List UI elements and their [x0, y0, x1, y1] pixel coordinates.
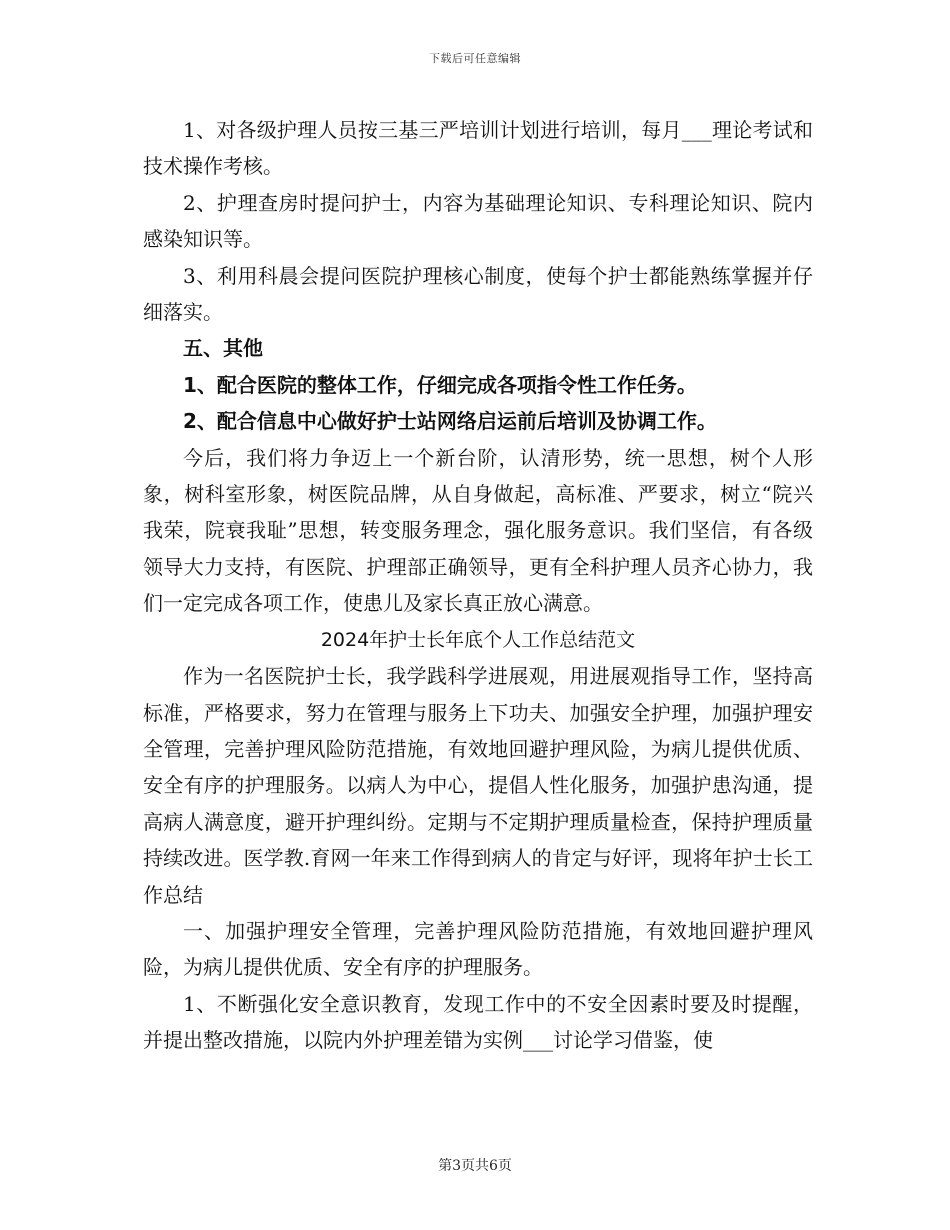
paragraph-safety-education: 1、不断强化安全意识教育，发现工作中的不安全因素时要及时提醒，并提出整改措施，以院内外护理差错为实例___讨论学习借鉴，使 [143, 991, 813, 1053]
paragraph-future-outlook: 今后，我们将力争迈上一个新台阶，认清形势，统一思想，树个人形象，树科室形象，树医院品牌，从自身做起，高标准、严要求，树立“院兴我荣，院衰我耻”思想，转变服务理念，强化服务意识。我们坚信，有各级领导大力支持，有医院、护理部正确领导，更有全科护理人员齐心协力，我们一定完成各项工作，使患儿及家长真正放心满意。 [143, 445, 813, 616]
page-footer: 第3页共6页 [438, 1158, 512, 1174]
document-body [143, 112, 813, 1059]
page-header: 下载后可任意编辑 [429, 52, 521, 65]
paragraph-ward-round-questions: 2、护理查房时提问护士，内容为基础理论知识、专科理论知识、院内感染知识等。 [143, 190, 813, 252]
section-heading-other: 五、其他 [183, 336, 263, 361]
bold-item-cooperate-hospital: 1、配合医院的整体工作，仔细完成各项指令性工作任务。 [183, 372, 697, 397]
paragraph-morning-meeting: 3、利用科晨会提问医院护理核心制度，使每个护士都能熟练掌握并仔细落实。 [143, 263, 813, 325]
paragraph-introduction: 作为一名医院护士长，我学践科学进展观，用进展观指导工作，坚持高标准，严格要求，努力在管理与服务上下功夫、加强安全护理，加强护理安全管理，完善护理风险防范措施，有效地回避护理风险，为病儿提供优质、安全有序的护理服务。以病人为中心，提倡人性化服务，加强护患沟通，提高病人满意度，避开护理纠纷。定期与不定期护理质量检查，保持护理质量持续改进。医学教.育网一年来工作得到病人的肯定与好评，现将年护士长工作总结 [143, 664, 813, 907]
document-title: 2024年护士长年底个人工作总结范文 [320, 628, 636, 651]
bold-item-cooperate-info-center: 2、配合信息中心做好护士站网络启运前后培训及协调工作。 [183, 409, 717, 434]
paragraph-section-one: 一、加强护理安全管理，完善护理风险防范措施，有效地回避护理风险，为病儿提供优质、安全有序的护理服务。 [143, 918, 813, 980]
paragraph-training-plan: 1、对各级护理人员按三基三严培训计划进行培训，每月___理论考试和技术操作考核。 [143, 118, 813, 179]
